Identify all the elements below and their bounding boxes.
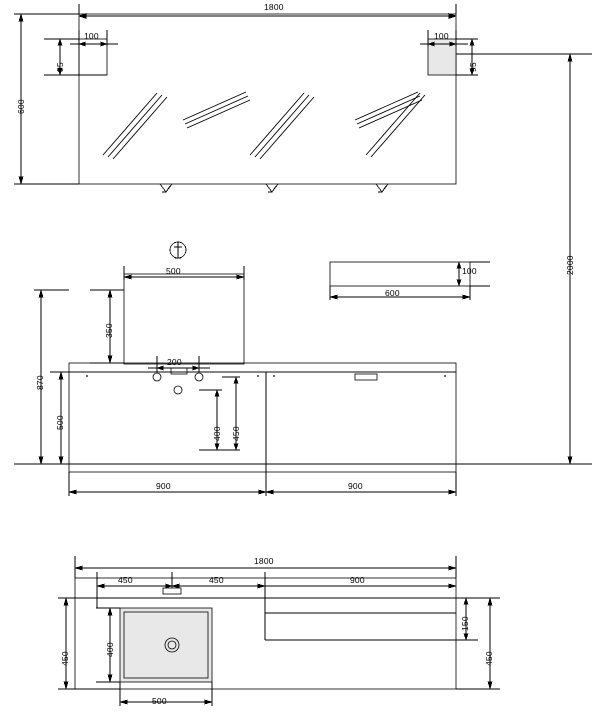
dim-450-plan-depth-right [456, 598, 500, 689]
dim-label-400-waste: 400 [212, 426, 222, 441]
dim-label-900-right: 900 [348, 481, 363, 491]
dim-label-350-tap: 350 [104, 323, 114, 338]
dim-label-870-counter: 870 [35, 375, 45, 390]
drawer-handle [355, 374, 377, 380]
plan-basin-outer [120, 608, 212, 682]
dim-label-450-plan-mid: 450 [209, 575, 224, 585]
mirror-outline [79, 14, 456, 184]
dim-400-waste-height [199, 390, 222, 450]
shelf-elevation [330, 262, 470, 286]
dim-label-1800-plan: 1800 [254, 556, 274, 566]
mirror-clips [160, 184, 388, 192]
dim-500-basin-width [124, 266, 244, 280]
dim-label-1800-top: 1800 [264, 2, 284, 12]
dim-label-500-cabinet: 500 [55, 415, 65, 430]
wall-mixer-icon [170, 242, 186, 258]
dim-label-200-tap-spread: 200 [167, 357, 182, 367]
dim-label-450-plan-left: 450 [118, 575, 133, 585]
dim-label-400-basin-depth: 400 [105, 642, 115, 657]
dim-label-150-shelf-depth: 150 [460, 616, 470, 631]
dim-label-95-right: 95 [468, 62, 478, 72]
dim-label-500-basin-plan: 500 [152, 696, 167, 706]
cabinet-body [69, 372, 456, 472]
dim-label-450-trap: 450 [231, 426, 241, 441]
dim-label-900-left: 900 [156, 481, 171, 491]
dim-label-500-basin: 500 [166, 266, 181, 276]
vanity-elevation-view [14, 242, 592, 496]
dim-label-100-left: 100 [84, 31, 99, 41]
dim-label-100-shelf: 100 [462, 266, 477, 276]
dim-label-95-left: 95 [55, 62, 65, 72]
plan-tap [163, 588, 181, 594]
dim-label-900-plan-right: 900 [350, 575, 365, 585]
dim-label-600-mirror: 600 [16, 99, 26, 114]
dim-label-600-shelf: 600 [385, 288, 400, 298]
basin-elevation-box [124, 274, 244, 364]
dim-600-shelf [330, 286, 470, 300]
mirror-reflection-lines [103, 92, 425, 159]
dim-label-450-depth-left: 450 [60, 651, 70, 666]
dim-label-100-right: 100 [434, 31, 449, 41]
dim-95-left [44, 39, 107, 75]
dim-label-450-depth-right: 450 [484, 651, 494, 666]
dim-label-2000-overall: 2000 [565, 255, 575, 275]
